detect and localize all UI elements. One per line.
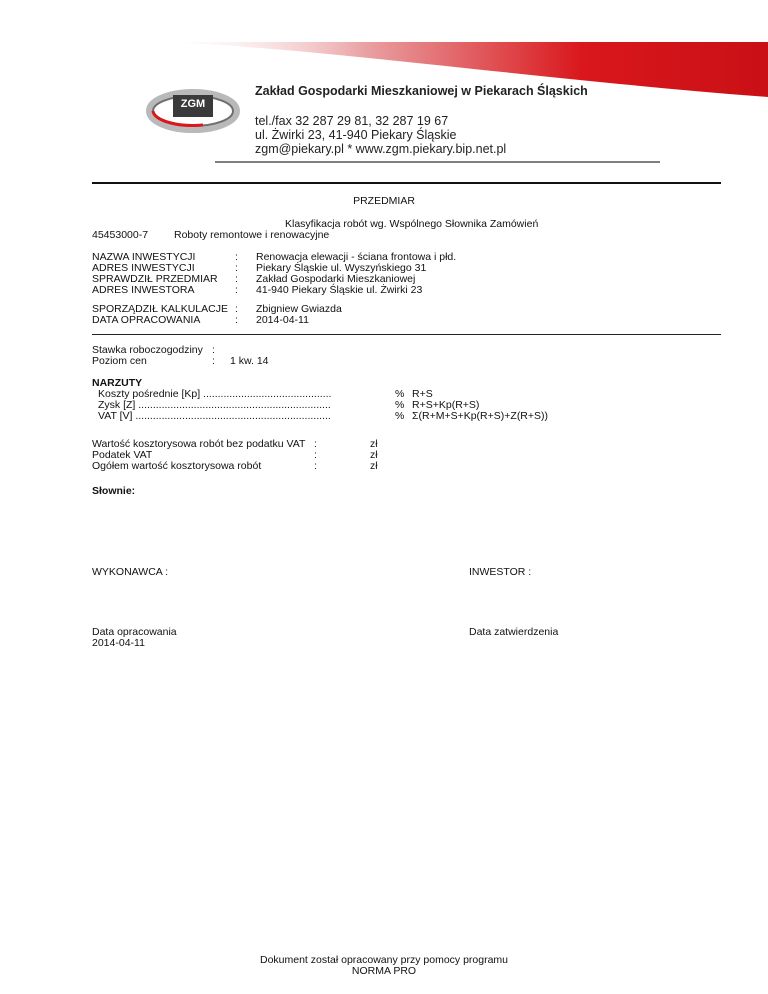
footer-line-1: Dokument został opracowany przy pomocy programu <box>259 954 509 966</box>
letterhead <box>0 0 768 172</box>
investment-label-investor-address: ADRES INWESTORA <box>92 284 195 296</box>
value-sep-net: : <box>314 438 317 450</box>
preparation-block <box>92 303 721 327</box>
hourly-rate-sep: : <box>212 344 215 356</box>
investment-value-name: Renowacja elewacji - ściana frontowa i płd. <box>256 251 457 263</box>
contact-address: ul. Żwirki 23, 41-940 Piekary Śląskie <box>255 128 457 142</box>
value-unit-vat: zł <box>370 449 378 461</box>
prep-date-value: 2014-04-11 <box>92 637 145 649</box>
markup-formula-profit: R+S+Kp(R+S) <box>412 399 480 411</box>
investment-sep-investor-address: : <box>235 284 238 296</box>
contact-web: zgm@piekary.pl * www.zgm.piekary.bip.net.pl <box>255 142 507 156</box>
approval-date-label: Data zatwierdzenia <box>469 626 559 638</box>
section-divider <box>92 334 721 335</box>
prep-sep-date: : <box>235 314 238 326</box>
value-label-vat: Podatek VAT <box>92 449 153 461</box>
value-unit-total: zł <box>370 460 378 472</box>
value-label-total: Ogółem wartość kosztorysowa robót <box>92 460 262 472</box>
cpv-code: 45453000-7 <box>92 229 149 241</box>
markup-label-vat: VAT [V] ................................................................... <box>98 410 331 422</box>
prep-sep-author: : <box>235 303 238 315</box>
investment-value-address: Piekary Śląskie ul. Wyszyńskiego 31 <box>256 262 427 274</box>
prep-label-date: DATA OPRACOWANIA <box>92 314 201 326</box>
zgm-logo <box>143 85 243 135</box>
markup-unit-profit: % <box>395 399 405 411</box>
investment-value-investor-address: 41-940 Piekary Śląskie ul. Żwirki 23 <box>256 284 423 296</box>
document-title: PRZEDMIAR <box>353 195 415 207</box>
price-level-label: Poziom cen <box>92 355 147 367</box>
investment-label-name: NAZWA INWESTYCJI <box>92 251 196 263</box>
footer-line-2: NORMA PRO <box>351 965 417 977</box>
markups-table <box>92 388 721 424</box>
price-level-sep: : <box>212 355 215 367</box>
prep-value-author: Zbigniew Gwiazda <box>256 303 342 315</box>
value-sep-vat: : <box>314 449 317 461</box>
investment-block <box>92 251 721 299</box>
investment-sep-checked: : <box>235 273 238 285</box>
markup-label-indirect: Koszty pośrednie [Kp] ............................................ <box>98 388 332 400</box>
prep-value-date: 2014-04-11 <box>256 314 309 326</box>
value-sep-total: : <box>314 460 317 472</box>
cpv-description: Roboty remontowe i renowacyjne <box>174 229 330 241</box>
investment-sep-address: : <box>235 262 238 274</box>
values-table <box>92 438 721 474</box>
price-level-value: 1 kw. 14 <box>230 355 269 367</box>
prep-label-author: SPORZĄDZIŁ KALKULACJE <box>92 303 228 315</box>
company-name: Zakład Gospodarki Mieszkaniowej w Piekarach Śląskich <box>255 84 588 98</box>
header-rule <box>92 182 721 184</box>
investment-value-checked: Zakład Gospodarki Mieszkaniowej <box>256 273 416 285</box>
investor-label: INWESTOR : <box>469 566 532 578</box>
markups-heading: NARZUTY <box>92 377 143 389</box>
investment-label-address: ADRES INWESTYCJI <box>92 262 195 274</box>
amount-in-words-label: Słownie: <box>92 485 136 497</box>
markup-label-profit: Zysk [Z] .................................................................. <box>98 399 331 411</box>
value-unit-net: zł <box>370 438 378 450</box>
investment-label-checked: SPRAWDZIŁ PRZEDMIAR <box>92 273 218 285</box>
markup-unit-indirect: % <box>395 388 405 400</box>
logo-text: ZGM <box>180 98 206 110</box>
prep-date-label: Data opracowania <box>92 626 177 638</box>
hourly-rate-label: Stawka roboczogodziny <box>92 344 203 356</box>
value-label-net: Wartość kosztorysowa robót bez podatku VAT <box>92 438 306 450</box>
investment-sep-name: : <box>235 251 238 263</box>
contractor-label: WYKONAWCA : <box>92 566 169 578</box>
classification-heading: Klasyfikacja robót wg. Wspólnego Słownika Zamówień <box>285 218 539 230</box>
markup-unit-vat: % <box>395 410 405 422</box>
contact-phone: tel./fax 32 287 29 81, 32 287 19 67 <box>255 114 449 128</box>
logo-ring-icon <box>143 85 243 135</box>
markup-formula-indirect: R+S <box>412 388 433 400</box>
markup-formula-vat: Σ(R+M+S+Kp(R+S)+Z(R+S)) <box>412 410 549 422</box>
